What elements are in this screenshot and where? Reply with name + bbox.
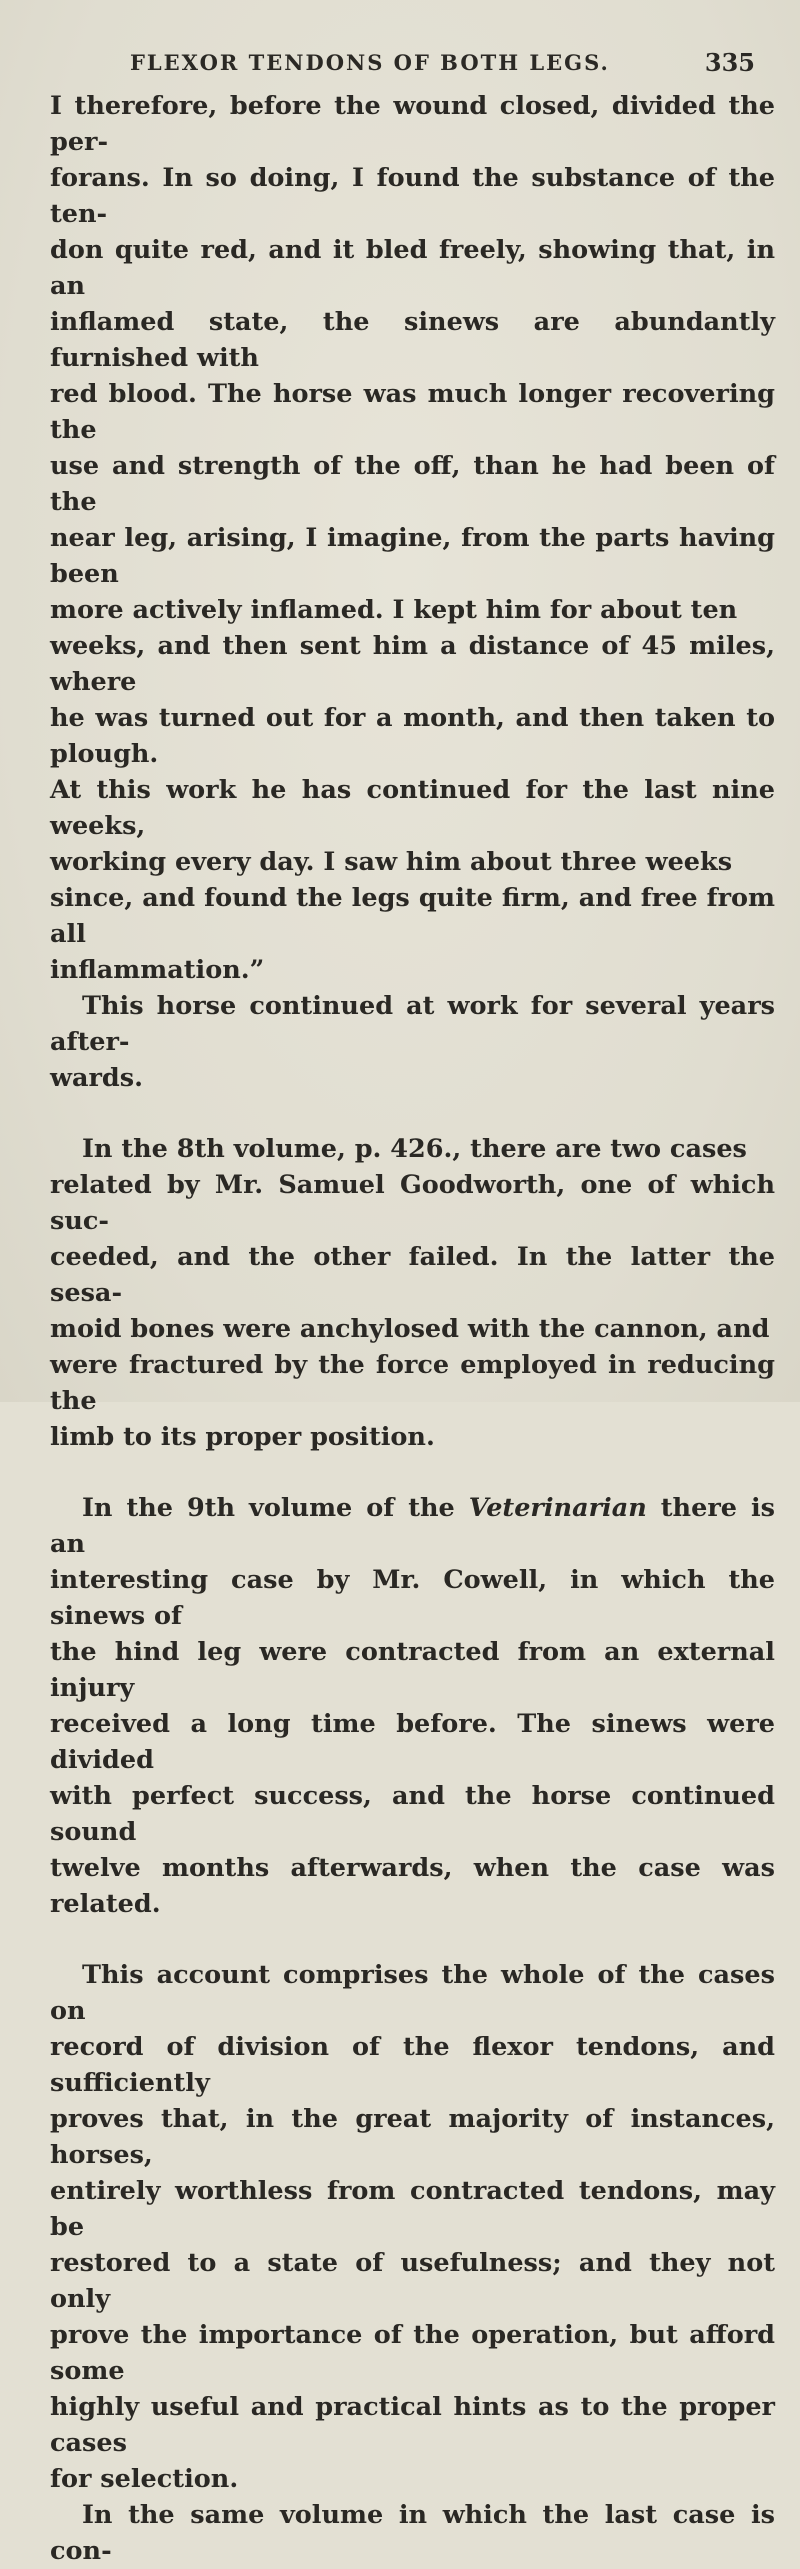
running-title: FLEXOR TENDONS OF BOTH LEGS. — [130, 50, 610, 75]
body-text — [50, 88, 775, 2569]
running-head — [50, 40, 775, 88]
cowell-text-before: In the 9th volume of the — [82, 1493, 469, 1523]
paragraph-afterwards: This horse continued at work for several years after- wards. — [50, 991, 775, 1093]
cowell-text-after: there is an interesting case by Mr. Cowell, in which the sinews of the hind leg were contracted from an external injury received a long time before. The sinews were divided with perfect success, and the horse continued sound twelve months afterwards, when the case was related. — [50, 1493, 776, 1919]
paragraph-summary: This account comprises the whole of the cases on record of division of the flexor tendons, and sufficiently proves that, in the great majority of instances, horses, entirely worthless from contracted tendons, may be restored to a state of usefulness; and they not only prove the importance of the operation, but afford some highly useful and practical hints as to the proper cases for selection. — [50, 1960, 775, 2494]
page-number: 335 — [704, 48, 755, 77]
journal-title: Veterinarian — [468, 1493, 647, 1523]
paragraph-next-case: In the same volume in which the last case is con- — [50, 2500, 775, 2566]
paragraph-goodworth-cases: In the 8th volume, p. 426., there are two cases related by Mr. Samuel Goodworth, one of which suc- ceeded, and the other failed. In the latter the sesa- moid bones were anchylosed with the cannon, and were fractured by the force employed in reducing the limb to its proper position. — [50, 1134, 775, 1452]
paragraph-continued-case: I therefore, before the wound closed, divided the per- forans. In so doing, I found the substance of the ten- don quite red, and it bled freely, showing that, in an inflamed state, the sinews are abundantly furnished with red blood. The horse was much longer recovering the use and strength of the off, than he had been of the near leg, arising, I imagine, from the parts having been more actively inflamed. I kept him for about ten weeks, and then sent him a distance of 45 miles, where he was turned out for a month, and then taken to plough. At this work he has continued for the last nine weeks, working every day. I saw him about three weeks since, and found the legs quite firm, and free from all inflammation.” — [50, 91, 775, 985]
paragraph-cowell-case — [50, 1490, 775, 1922]
